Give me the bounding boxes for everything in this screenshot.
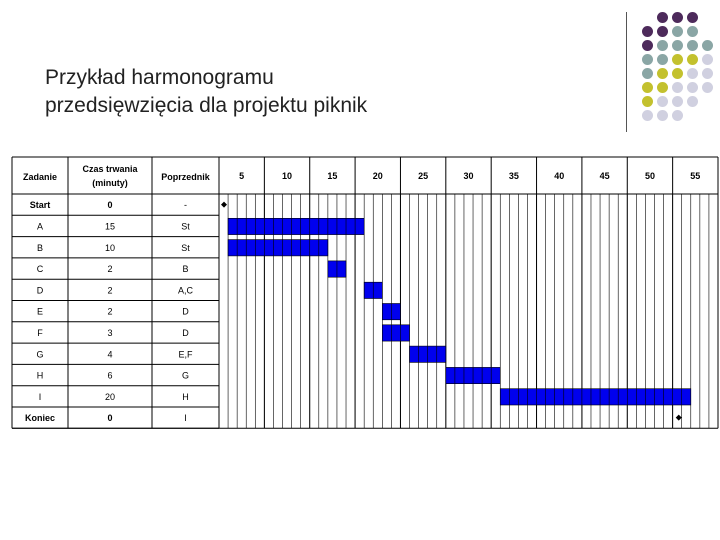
task-predecessor: I [184, 413, 187, 424]
task-predecessor: A,C [177, 285, 194, 296]
time-tick-label: 40 [554, 171, 565, 181]
time-tick-label: 50 [644, 171, 655, 181]
task-name: G [36, 349, 44, 360]
task-duration: 2 [107, 306, 113, 317]
time-tick-label: 10 [282, 171, 293, 181]
task-bar [500, 389, 691, 405]
time-tick-label: 25 [418, 171, 429, 181]
header-duration-unit: (minuty) [92, 178, 128, 188]
task-predecessor: G [181, 370, 190, 381]
task-name: D [36, 285, 44, 296]
time-tick-label: 5 [239, 171, 245, 181]
time-tick-label: 15 [327, 171, 338, 181]
task-duration: 3 [107, 327, 113, 338]
task-duration: 20 [104, 391, 116, 402]
task-duration: 0 [107, 413, 113, 424]
time-tick-label: 45 [599, 171, 610, 181]
task-duration: 2 [107, 264, 113, 275]
time-tick-label: 30 [463, 171, 474, 181]
title-line-2: przedsięwzięcia dla projektu piknik [45, 94, 368, 117]
task-bar [228, 240, 328, 256]
task-duration: 0 [107, 200, 113, 211]
task-predecessor: D [182, 327, 189, 338]
header-duration: Czas trwania [82, 164, 138, 174]
task-name: Koniec [24, 413, 56, 424]
time-tick-label: 35 [508, 171, 519, 181]
time-tick-label: 20 [372, 171, 383, 181]
header-predecessor: Poprzednik [161, 172, 210, 182]
time-tick-label: 55 [690, 171, 701, 181]
task-name: A [36, 221, 44, 232]
task-predecessor: St [181, 221, 190, 232]
task-predecessor: - [184, 200, 187, 211]
task-name: F [37, 327, 43, 338]
task-predecessor: B [182, 264, 189, 275]
task-name: I [38, 391, 42, 402]
task-bar [228, 218, 364, 234]
task-predecessor: D [182, 306, 189, 317]
task-predecessor: St [181, 242, 190, 253]
task-duration: 10 [104, 242, 116, 253]
title-line-1: Przykład harmonogramu [45, 66, 274, 89]
task-name: C [36, 264, 44, 275]
header-task: Zadanie [22, 172, 58, 182]
task-predecessor: E,F [178, 349, 193, 360]
task-duration: 4 [107, 349, 113, 360]
task-name: E [36, 306, 44, 317]
task-duration: 15 [104, 221, 116, 232]
task-name: H [36, 370, 44, 381]
task-duration: 6 [107, 370, 113, 381]
task-name: B [36, 242, 44, 253]
task-bar [382, 325, 409, 341]
task-duration: 2 [107, 285, 113, 296]
task-name: Start [29, 200, 51, 211]
task-predecessor: H [182, 391, 189, 402]
